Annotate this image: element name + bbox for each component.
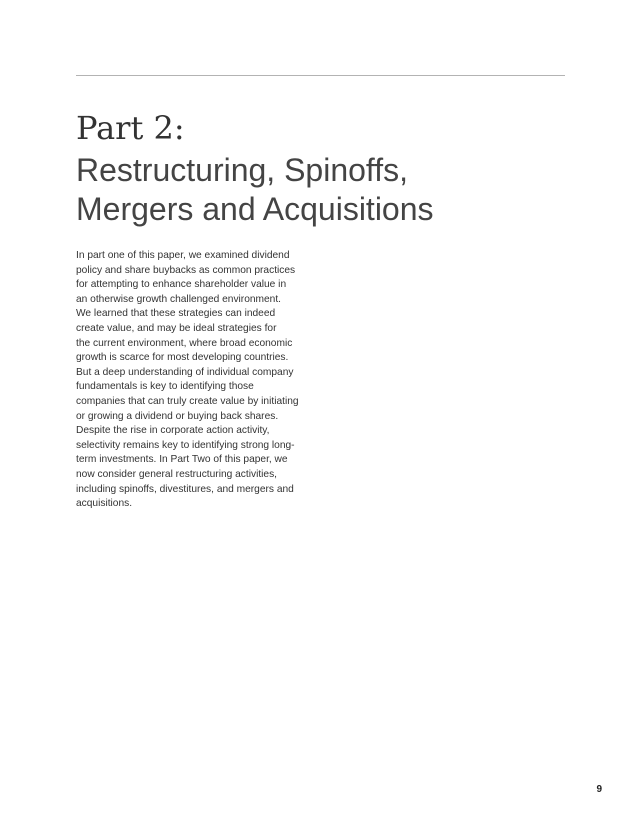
paragraph-line: the current environment, where broad economic	[76, 337, 293, 349]
part-label: Part 2:	[76, 109, 185, 147]
page-number: 9	[596, 784, 602, 795]
header-divider	[76, 75, 565, 76]
paragraph-line: for attempting to enhance shareholder value in	[76, 279, 287, 291]
paragraph-line: including spinoffs, divestitures, and mergers and	[76, 483, 294, 495]
paragraph-line: We learned that these strategies can indeed	[76, 308, 276, 320]
paragraph-line: or growing a dividend or buying back shares.	[76, 410, 279, 422]
paragraph-line: In part one of this paper, we examined dividend	[76, 250, 290, 261]
body-paragraph	[76, 249, 299, 512]
paragraph-line: an otherwise growth challenged environment.	[76, 293, 282, 305]
section-title-line: Restructuring, Spinoffs,	[76, 152, 409, 188]
paragraph-line: acquisitions.	[76, 498, 133, 510]
paragraph-line: policy and share buybacks as common practices	[76, 264, 296, 276]
paragraph-line: term investments. In Part Two of this paper, we	[76, 454, 288, 466]
section-title	[76, 151, 434, 229]
section-title-line: Mergers and Acquisitions	[76, 191, 434, 227]
paragraph-line: growth is scarce for most developing countries.	[76, 352, 289, 364]
paragraph-line: create value, and may be ideal strategies for	[76, 322, 277, 334]
paragraph-line: Despite the rise in corporate action activity,	[76, 425, 270, 437]
paragraph-line: fundamentals is key to identifying those	[76, 381, 254, 393]
paragraph-line: But a deep understanding of individual company	[76, 366, 294, 378]
paragraph-line: companies that can truly create value by initiating	[76, 395, 299, 407]
paragraph-line: now consider general restructuring activities,	[76, 468, 278, 480]
paragraph-line: selectivity remains key to identifying strong long-	[76, 439, 295, 451]
